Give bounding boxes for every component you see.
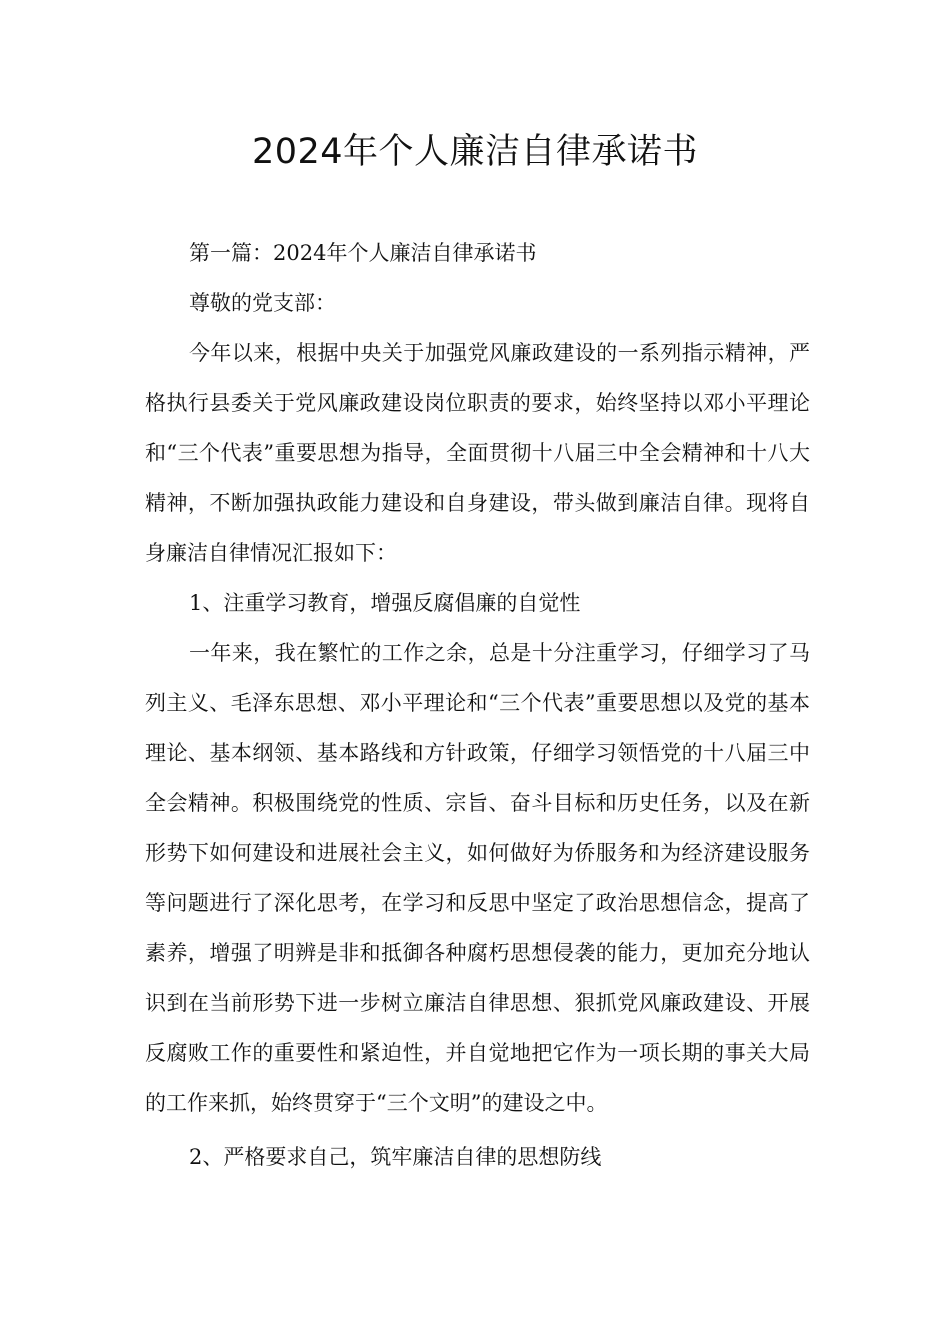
intro-paragraph: 今年以来，根据中央关于加强党风廉政建设的一系列指示精神，严格执行县委关于党风廉政建设岗位职责的要求，始终坚持以邓小平理论和“三个代表”重要思想为指导，全面贯彻十八届三中全会精神和十八大精神，不断加强执政能力建设和自身建设，带头做到廉洁自律。现将自身廉洁自律情况汇报如下： xyxy=(145,341,810,565)
document-body xyxy=(145,228,810,1182)
subtitle: 第一篇：2024年个人廉洁自律承诺书 xyxy=(189,241,537,265)
section-1-heading: 1、注重学习教育，增强反腐倡廉的自觉性 xyxy=(189,591,581,615)
section-1-paragraph: 一年来，我在繁忙的工作之余，总是十分注重学习，仔细学习了马列主义、毛泽东思想、邓小平理论和“三个代表”重要思想以及党的基本理论、基本纲领、基本路线和方针政策，仔细学习领悟党的十八届三中全会精神。积极围绕党的性质、宗旨、奋斗目标和历史任务，以及在新形势下如何建设和进展社会主义，如何做好为侨服务和为经济建设服务等问题进行了深化思考，在学习和反思中坚定了政治思想信念，提高了素养，增强了明辨是非和抵御各种腐朽思想侵袭的能力，更加充分地认识到在当前形势下进一步树立廉洁自律思想、狠抓党风廉政建设、开展反腐败工作的重要性和紧迫性，并自觉地把它作为一项长期的事关大局的工作来抓，始终贯穿于“三个文明”的建设之中。 xyxy=(145,641,810,1115)
section-2-heading: 2、严格要求自己，筑牢廉洁自律的思想防线 xyxy=(189,1145,602,1169)
salutation: 尊敬的党支部： xyxy=(189,291,336,315)
document-title: 2024年个人廉洁自律承诺书 xyxy=(251,132,699,172)
